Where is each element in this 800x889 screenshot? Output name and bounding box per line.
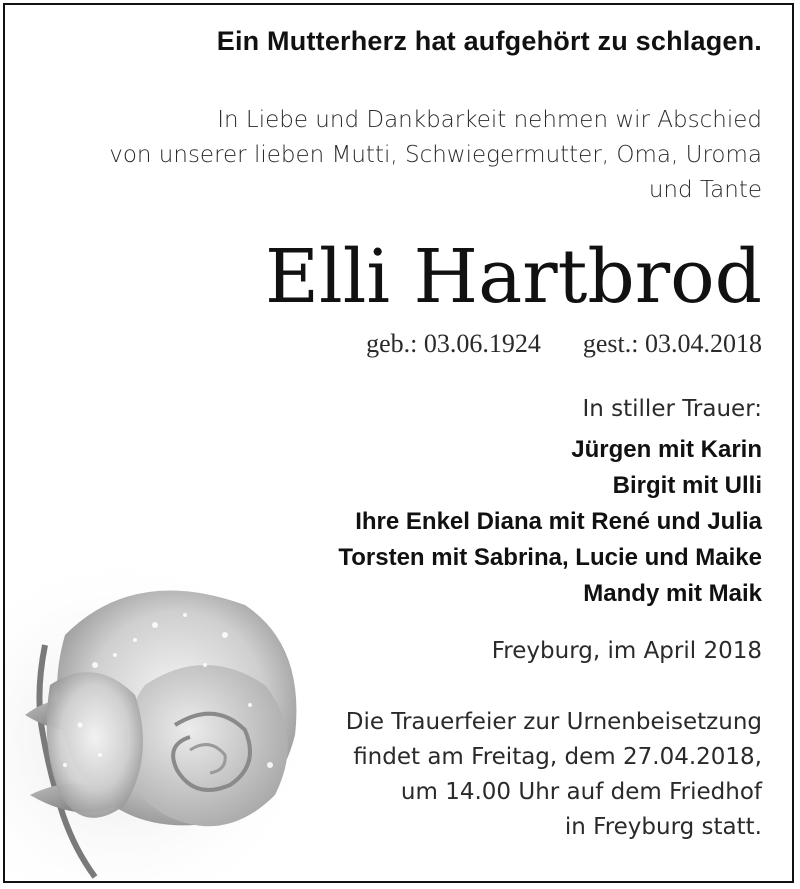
intro-line: und Tante: [648, 177, 762, 203]
intro-line: von unserer lieben Mutti, Schwiegermutter, Oma, Uroma: [109, 142, 762, 168]
life-dates: [366, 329, 762, 359]
mourner: Mandy mit Maik: [583, 580, 762, 607]
headline: Ein Mutterherz hat aufgehört zu schlagen.: [216, 26, 762, 56]
ceremony-info: [346, 705, 762, 845]
intro-text: [109, 103, 762, 208]
mourner: Torsten mit Sabrina, Lucie und Maike: [338, 544, 762, 571]
mourner: Birgit mit Ulli: [612, 472, 762, 499]
ceremony-line: in Freyburg statt.: [564, 814, 762, 840]
place-date: Freyburg, im April 2018: [491, 638, 762, 664]
deceased-name: Elli Hartbrod: [265, 234, 762, 320]
mourners-list: [338, 432, 762, 612]
mourner: Jürgen mit Karin: [571, 436, 762, 463]
intro-line: In Liebe und Dankbarkeit nehmen wir Abschied: [217, 107, 762, 133]
rose-image: [5, 565, 335, 880]
death-date: gest.: 03.04.2018: [582, 329, 762, 358]
mourner: Ihre Enkel Diana mit René und Julia: [355, 508, 762, 535]
ceremony-line: Die Trauerfeier zur Urnenbeisetzung: [345, 709, 762, 735]
ceremony-line: findet am Freitag, dem 27.04.2018,: [353, 744, 762, 770]
mourning-label: In stiller Trauer:: [582, 396, 762, 422]
birth-date: geb.: 03.06.1924: [366, 329, 541, 358]
ceremony-line: um 14.00 Uhr auf dem Friedhof: [400, 779, 762, 805]
